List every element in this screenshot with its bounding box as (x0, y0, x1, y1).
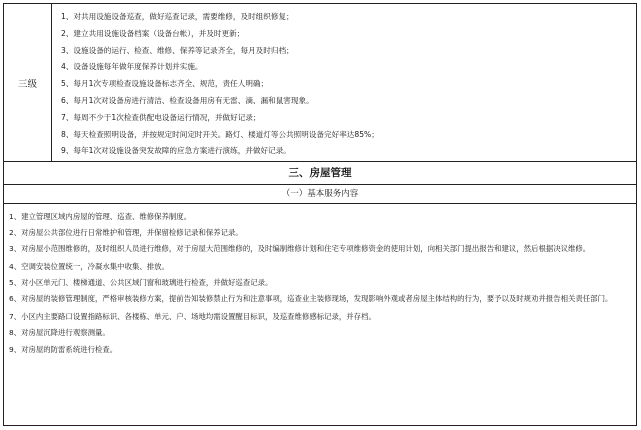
level-items-list (61, 9, 632, 160)
level-item: 1、对共用设施设备巡查，做好巡查记录，需要维修，及时组织修复； (61, 12, 294, 21)
level-three-row (4, 4, 636, 162)
service-items-list (9, 209, 632, 358)
level-item: 5、每月1次专项检查设施设备标志齐全、规范，责任人明确； (61, 79, 269, 89)
document-table (3, 3, 637, 426)
level-label: 三级 (4, 4, 52, 161)
level-item: 3、设施设备的运行、检查、维修、保养等记录齐全，每月及时归档； (61, 45, 294, 55)
level-item: 8、每天检查照明设备，并按规定时间定时开关。路灯、楼道灯等公共照明设备完好率达85%； (61, 129, 379, 139)
service-item: 1、建立管理区域内房屋的管理、巡查、维修保养制度。 (9, 212, 192, 221)
service-item: 7、小区内主要路口设置指路标识、各楼栋、单元、户、场地均需设置醒目标识，及巡查维修感标记录，并存档。 (9, 312, 376, 322)
level-item: 4、设备设施每年做年度保养计划并实施。 (61, 62, 203, 72)
section-title: 三、房屋管理 (4, 162, 636, 185)
service-item: 9、对房屋的防雷系统进行检查。 (9, 344, 118, 354)
level-item: 7、每周不少于1次检查供配电设备运行情况，并做好记录； (61, 112, 261, 122)
service-item: 4、空调安装位置统一，冷凝水集中收集、排放。 (9, 262, 169, 272)
service-item: 8、对房屋沉降进行观察测量。 (9, 328, 110, 338)
service-item: 6、对房屋的装修管理制度，严格审核装修方案，提前告知装修禁止行为和注意事项，巡查业主装修现场，发现影响外观或者房屋主体结构的行为，要予以及时规劝并报告相关责任部门。 (9, 293, 613, 303)
level-item: 6、每月1次对设备房进行清洁、检查设备用房有无雷、滴、漏和鼠害现象。 (61, 95, 314, 105)
subsection-title: （一）基本服务内容 (4, 185, 636, 204)
service-item: 2、对房屋公共部位进行日常维护和管理，并保留检修记录和保养记录。 (9, 228, 243, 238)
service-item: 5、对小区单元门、楼梯通道、公共区域门窗和玻璃进行检查，并做好巡查记录。 (9, 278, 273, 288)
service-item: 3、对房屋小范围维修的，及时组织人员进行维修，对于房屋大范围维修的，及时编制维修计划和住宅专项维修资金的使用计划，向相关部门提出报告和建议，然后根据决议维修。 (9, 243, 591, 253)
level-item: 9、每年1次对设施设备突发故障的应急方案进行演练，并做好记录。 (61, 146, 291, 156)
level-item: 2、建立共用设施设备档案（设备台帐），并及时更新； (61, 28, 245, 38)
